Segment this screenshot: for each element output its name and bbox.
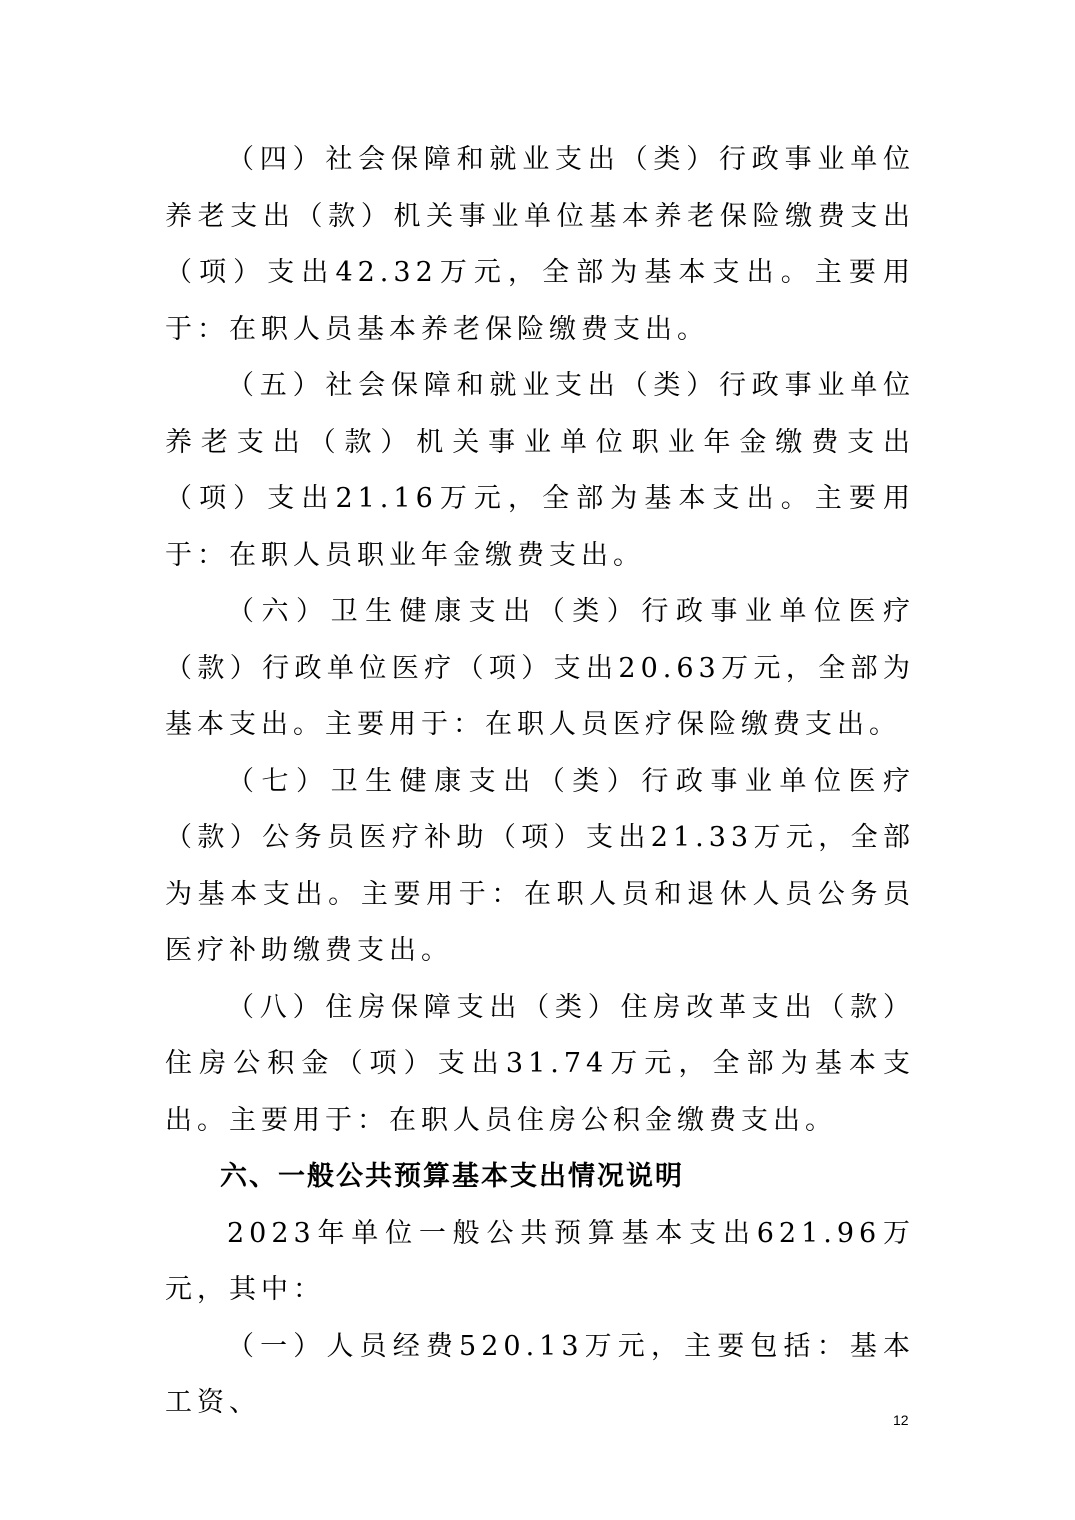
paragraph-personnel-expense: （一）人员经费520.13万元，主要包括：基本工资、 bbox=[165, 1330, 915, 1418]
paragraph-occupational-annuity: （五）社会保障和就业支出（类）行政事业单位养老支出（款）机关事业单位职业年金缴费支出（项）支出21.16万元，全部为基本支出。主要用于：在职人员职业年金缴费支出。 bbox=[165, 370, 915, 571]
paragraph-civil-servant-medical: （七）卫生健康支出（类）行政事业单位医疗（款）公务员医疗补助（项）支出21.33万元，全部为基本支出。主要用于：在职人员和退休人员公务员医疗补助缴费支出。 bbox=[165, 765, 915, 966]
paragraph-pension-basic: （四）社会保障和就业支出（类）行政事业单位养老支出（款）机关事业单位基本养老保险缴费支出（项）支出42.32万元，全部为基本支出。主要用于：在职人员基本养老保险缴费支出。 bbox=[165, 144, 915, 345]
section-heading: 六、一般公共预算基本支出情况说明 bbox=[220, 1161, 684, 1192]
document-body bbox=[165, 132, 915, 1432]
paragraph-admin-medical: （六）卫生健康支出（类）行政事业单位医疗（款）行政单位医疗（项）支出20.63万元，全部为基本支出。主要用于：在职人员医疗保险缴费支出。 bbox=[165, 596, 915, 740]
page-number: 12 bbox=[893, 1412, 909, 1428]
paragraph-housing-fund: （八）住房保障支出（类）住房改革支出（款）住房公积金（项）支出31.74万元，全部为基本支出。主要用于：在职人员住房公积金缴费支出。 bbox=[165, 991, 915, 1136]
paragraph-basic-expenditure: 2023年单位一般公共预算基本支出621.96万元，其中： bbox=[165, 1217, 915, 1305]
